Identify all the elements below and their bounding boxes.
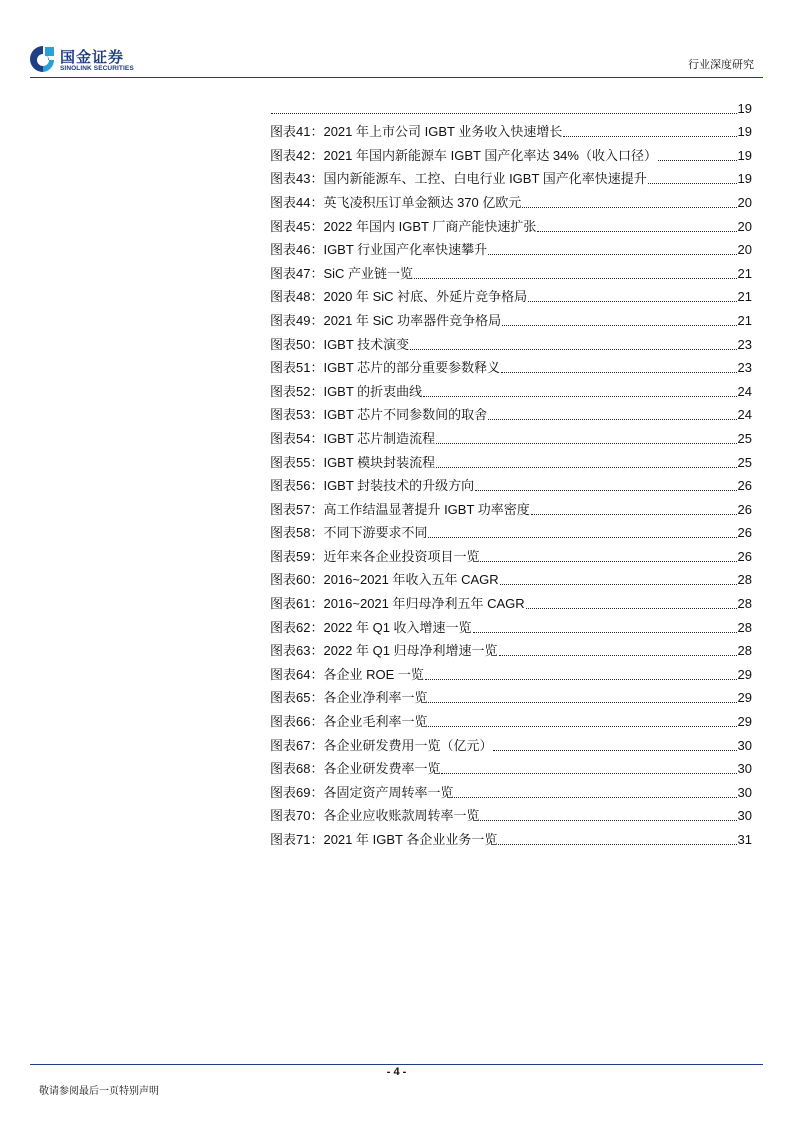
toc-entry[interactable] <box>270 423 752 447</box>
toc-dot-leader <box>428 536 736 538</box>
toc-entry-page: 19 <box>737 171 752 187</box>
toc-entry[interactable] <box>270 588 752 612</box>
toc-dot-leader <box>454 796 736 798</box>
page-header <box>0 0 793 80</box>
toc-entry-label: 图表41：2021 年上市公司 IGBT 业务收入快速增长 <box>270 124 563 140</box>
toc-entry-label: 图表44：英飞凌积压订单金额达 370 亿欧元 <box>270 194 522 210</box>
toc-entry[interactable] <box>270 235 752 259</box>
toc-entry-label: 图表66：各企业毛利率一览 <box>270 714 428 730</box>
toc-entry-page: 28 <box>737 572 752 588</box>
toc-entry[interactable] <box>270 211 752 235</box>
toc-entry-page: 25 <box>737 430 752 446</box>
toc-entry-label: 图表64：各企业 ROE 一览 <box>270 666 424 682</box>
toc-entry-label: 图表57：高工作结温显著提升 IGBT 功率密度 <box>270 501 530 517</box>
toc-dot-leader <box>531 513 737 515</box>
toc-entry[interactable] <box>270 305 752 329</box>
toc-entry[interactable] <box>270 447 752 471</box>
toc-dot-leader <box>425 678 737 680</box>
toc-dot-leader <box>499 654 737 656</box>
toc-entry-label: 图表45：2022 年国内 IGBT 厂商产能快速扩张 <box>270 218 537 234</box>
toc-entry[interactable] <box>270 636 752 660</box>
toc-entry-label: 图表63：2022 年 Q1 归母净利增速一览 <box>270 643 498 659</box>
toc-entry-label: 图表47：SiC 产业链一览 <box>270 265 414 281</box>
toc-entry-label: 图表49：2021 年 SiC 功率器件竞争格局 <box>270 312 502 328</box>
toc-entry-page: 23 <box>737 336 752 352</box>
toc-entry-label: 图表61：2016~2021 年归母净利五年 CAGR <box>270 596 525 612</box>
toc-dot-leader <box>436 442 736 444</box>
toc-dot-leader <box>648 182 737 184</box>
toc-entry-page: 26 <box>737 501 752 517</box>
toc-entry-label: 图表67：各企业研发费用一览（亿元） <box>270 737 493 753</box>
toc-dot-leader <box>428 701 736 703</box>
toc-entry-label: 图表55：IGBT 模块封装流程 <box>270 454 436 470</box>
toc-entry-label: 图表65：各企业净利率一览 <box>270 690 428 706</box>
toc-entry-page: 24 <box>737 407 752 423</box>
toc-entry[interactable] <box>270 706 752 730</box>
toc-entry-label: 图表51：IGBT 芯片的部分重要参数释义 <box>270 360 501 376</box>
toc-entry-page: 31 <box>737 832 752 847</box>
toc-entry-label: 图表56：IGBT 封装技术的升级方向 <box>270 478 475 494</box>
toc-entry[interactable] <box>270 659 752 683</box>
toc-entry[interactable] <box>270 683 752 707</box>
toc-entry-page: 30 <box>737 737 752 753</box>
toc-entry-page: 20 <box>737 242 752 258</box>
logo-english-name: SINOLINK SECURITIES <box>60 65 134 72</box>
toc-dot-leader <box>480 560 736 562</box>
sinolink-logo-icon <box>30 44 56 74</box>
toc-dot-leader <box>658 159 737 161</box>
toc-entry-label: 图表70：各企业应收账款周转率一览 <box>270 808 480 824</box>
toc-dot-leader <box>488 253 736 255</box>
document-type: 行业深度研究 <box>688 59 754 71</box>
toc-entry[interactable] <box>270 93 752 117</box>
toc-entry[interactable] <box>270 801 752 825</box>
toc-entry-page: 28 <box>737 643 752 659</box>
logo-chinese-name: 国金证券 <box>60 49 125 66</box>
toc-dot-leader <box>414 277 737 279</box>
toc-entry-page: 21 <box>737 312 752 328</box>
toc-entry[interactable] <box>270 471 752 495</box>
toc-entry-page: 26 <box>737 478 752 494</box>
toc-entry[interactable] <box>270 824 752 848</box>
toc-entry-page: 25 <box>737 454 752 470</box>
toc-entry-page: 28 <box>737 596 752 612</box>
toc-entry-label: 图表59：近年来各企业投资项目一览 <box>270 548 480 564</box>
toc-entry[interactable] <box>270 565 752 589</box>
toc-dot-leader <box>428 725 736 727</box>
toc-entry-label: 图表52：IGBT 的折衷曲线 <box>270 383 423 399</box>
toc-entry-label: 图表53：IGBT 芯片不同参数间的取舍 <box>270 407 488 423</box>
toc-entry[interactable] <box>270 518 752 542</box>
toc-entry[interactable] <box>270 494 752 518</box>
toc-entry-label: 图表68：各企业研发费率一览 <box>270 761 441 777</box>
footer-divider <box>30 1064 763 1065</box>
toc-dot-leader <box>436 466 736 468</box>
toc-entry[interactable] <box>270 777 752 801</box>
toc-entry-page: 26 <box>737 525 752 541</box>
toc-entry-page: 19 <box>737 124 752 140</box>
table-of-figures <box>270 93 752 848</box>
toc-entry-page: 21 <box>737 265 752 281</box>
toc-entry[interactable] <box>270 164 752 188</box>
toc-entry-label: 图表58：不同下游要求不同 <box>270 525 428 541</box>
toc-entry-page: 20 <box>737 218 752 234</box>
toc-dot-leader <box>475 489 736 491</box>
toc-dot-leader <box>500 583 737 585</box>
toc-entry-page: 26 <box>737 548 752 564</box>
toc-entry-page: 20 <box>737 194 752 210</box>
toc-entry-label: 图表50：IGBT 技术演变 <box>270 336 410 352</box>
toc-entry-page: 21 <box>737 289 752 305</box>
toc-dot-leader <box>502 324 736 326</box>
toc-entry[interactable] <box>270 376 752 400</box>
toc-dot-leader <box>501 371 736 373</box>
toc-dot-leader <box>563 135 736 137</box>
toc-entry-label: 图表62：2022 年 Q1 收入增速一览 <box>270 619 472 635</box>
toc-entry-page: 19 <box>737 100 752 116</box>
toc-entry[interactable] <box>270 117 752 141</box>
toc-entry-page: 29 <box>737 690 752 706</box>
disclaimer-note: 敬请参阅最后一页特别声明 <box>39 1086 159 1097</box>
toc-dot-leader <box>441 772 736 774</box>
toc-entry-page: 29 <box>737 714 752 730</box>
toc-entry-page: 30 <box>737 808 752 824</box>
toc-dot-leader <box>488 418 736 420</box>
toc-dot-leader <box>271 112 737 114</box>
toc-entry[interactable] <box>270 258 752 282</box>
toc-dot-leader <box>410 348 736 350</box>
toc-entry-label: 图表54：IGBT 芯片制造流程 <box>270 430 436 446</box>
toc-entry[interactable] <box>270 730 752 754</box>
toc-dot-leader <box>480 819 736 821</box>
toc-entry-page: 29 <box>737 666 752 682</box>
toc-entry-label: 图表46：IGBT 行业国产化率快速攀升 <box>270 242 488 258</box>
toc-entry[interactable] <box>270 612 752 636</box>
toc-entry-page: 24 <box>737 383 752 399</box>
toc-entry-label: 图表43：国内新能源车、工控、白电行业 IGBT 国产化率快速提升 <box>270 171 647 187</box>
toc-dot-leader <box>526 607 737 609</box>
toc-entry-label: 图表69：各固定资产周转率一览 <box>270 784 454 800</box>
toc-entry-page: 23 <box>737 360 752 376</box>
toc-dot-leader <box>473 631 737 633</box>
toc-entry[interactable] <box>270 353 752 377</box>
company-logo <box>30 44 160 76</box>
toc-entry[interactable] <box>270 140 752 164</box>
page-number: - 4 - <box>386 1066 407 1078</box>
toc-dot-leader <box>498 843 736 845</box>
toc-entry[interactable] <box>270 329 752 353</box>
toc-dot-leader <box>423 395 736 397</box>
toc-entry-page: 30 <box>737 761 752 777</box>
toc-entry-page: 28 <box>737 619 752 635</box>
toc-entry-page: 30 <box>737 784 752 800</box>
toc-entry[interactable] <box>270 754 752 778</box>
toc-dot-leader <box>522 206 736 208</box>
toc-entry-page: 19 <box>737 147 752 163</box>
header-divider <box>30 77 763 78</box>
toc-entry-label: 图表60：2016~2021 年收入五年 CAGR <box>270 572 499 588</box>
toc-entry[interactable] <box>270 282 752 306</box>
toc-dot-leader <box>493 749 736 751</box>
toc-entry-label: 图表71：2021 年 IGBT 各企业业务一览 <box>270 832 498 847</box>
toc-entry-label: 图表42：2021 年国内新能源车 IGBT 国产化率达 34%（收入口径） <box>270 147 657 163</box>
toc-dot-leader <box>537 230 736 232</box>
toc-entry-label: 图表48：2020 年 SiC 衬底、外延片竞争格局 <box>270 289 528 305</box>
toc-entry[interactable] <box>270 541 752 565</box>
toc-dot-leader <box>528 300 736 302</box>
toc-entry[interactable] <box>270 400 752 424</box>
toc-entry[interactable] <box>270 187 752 211</box>
